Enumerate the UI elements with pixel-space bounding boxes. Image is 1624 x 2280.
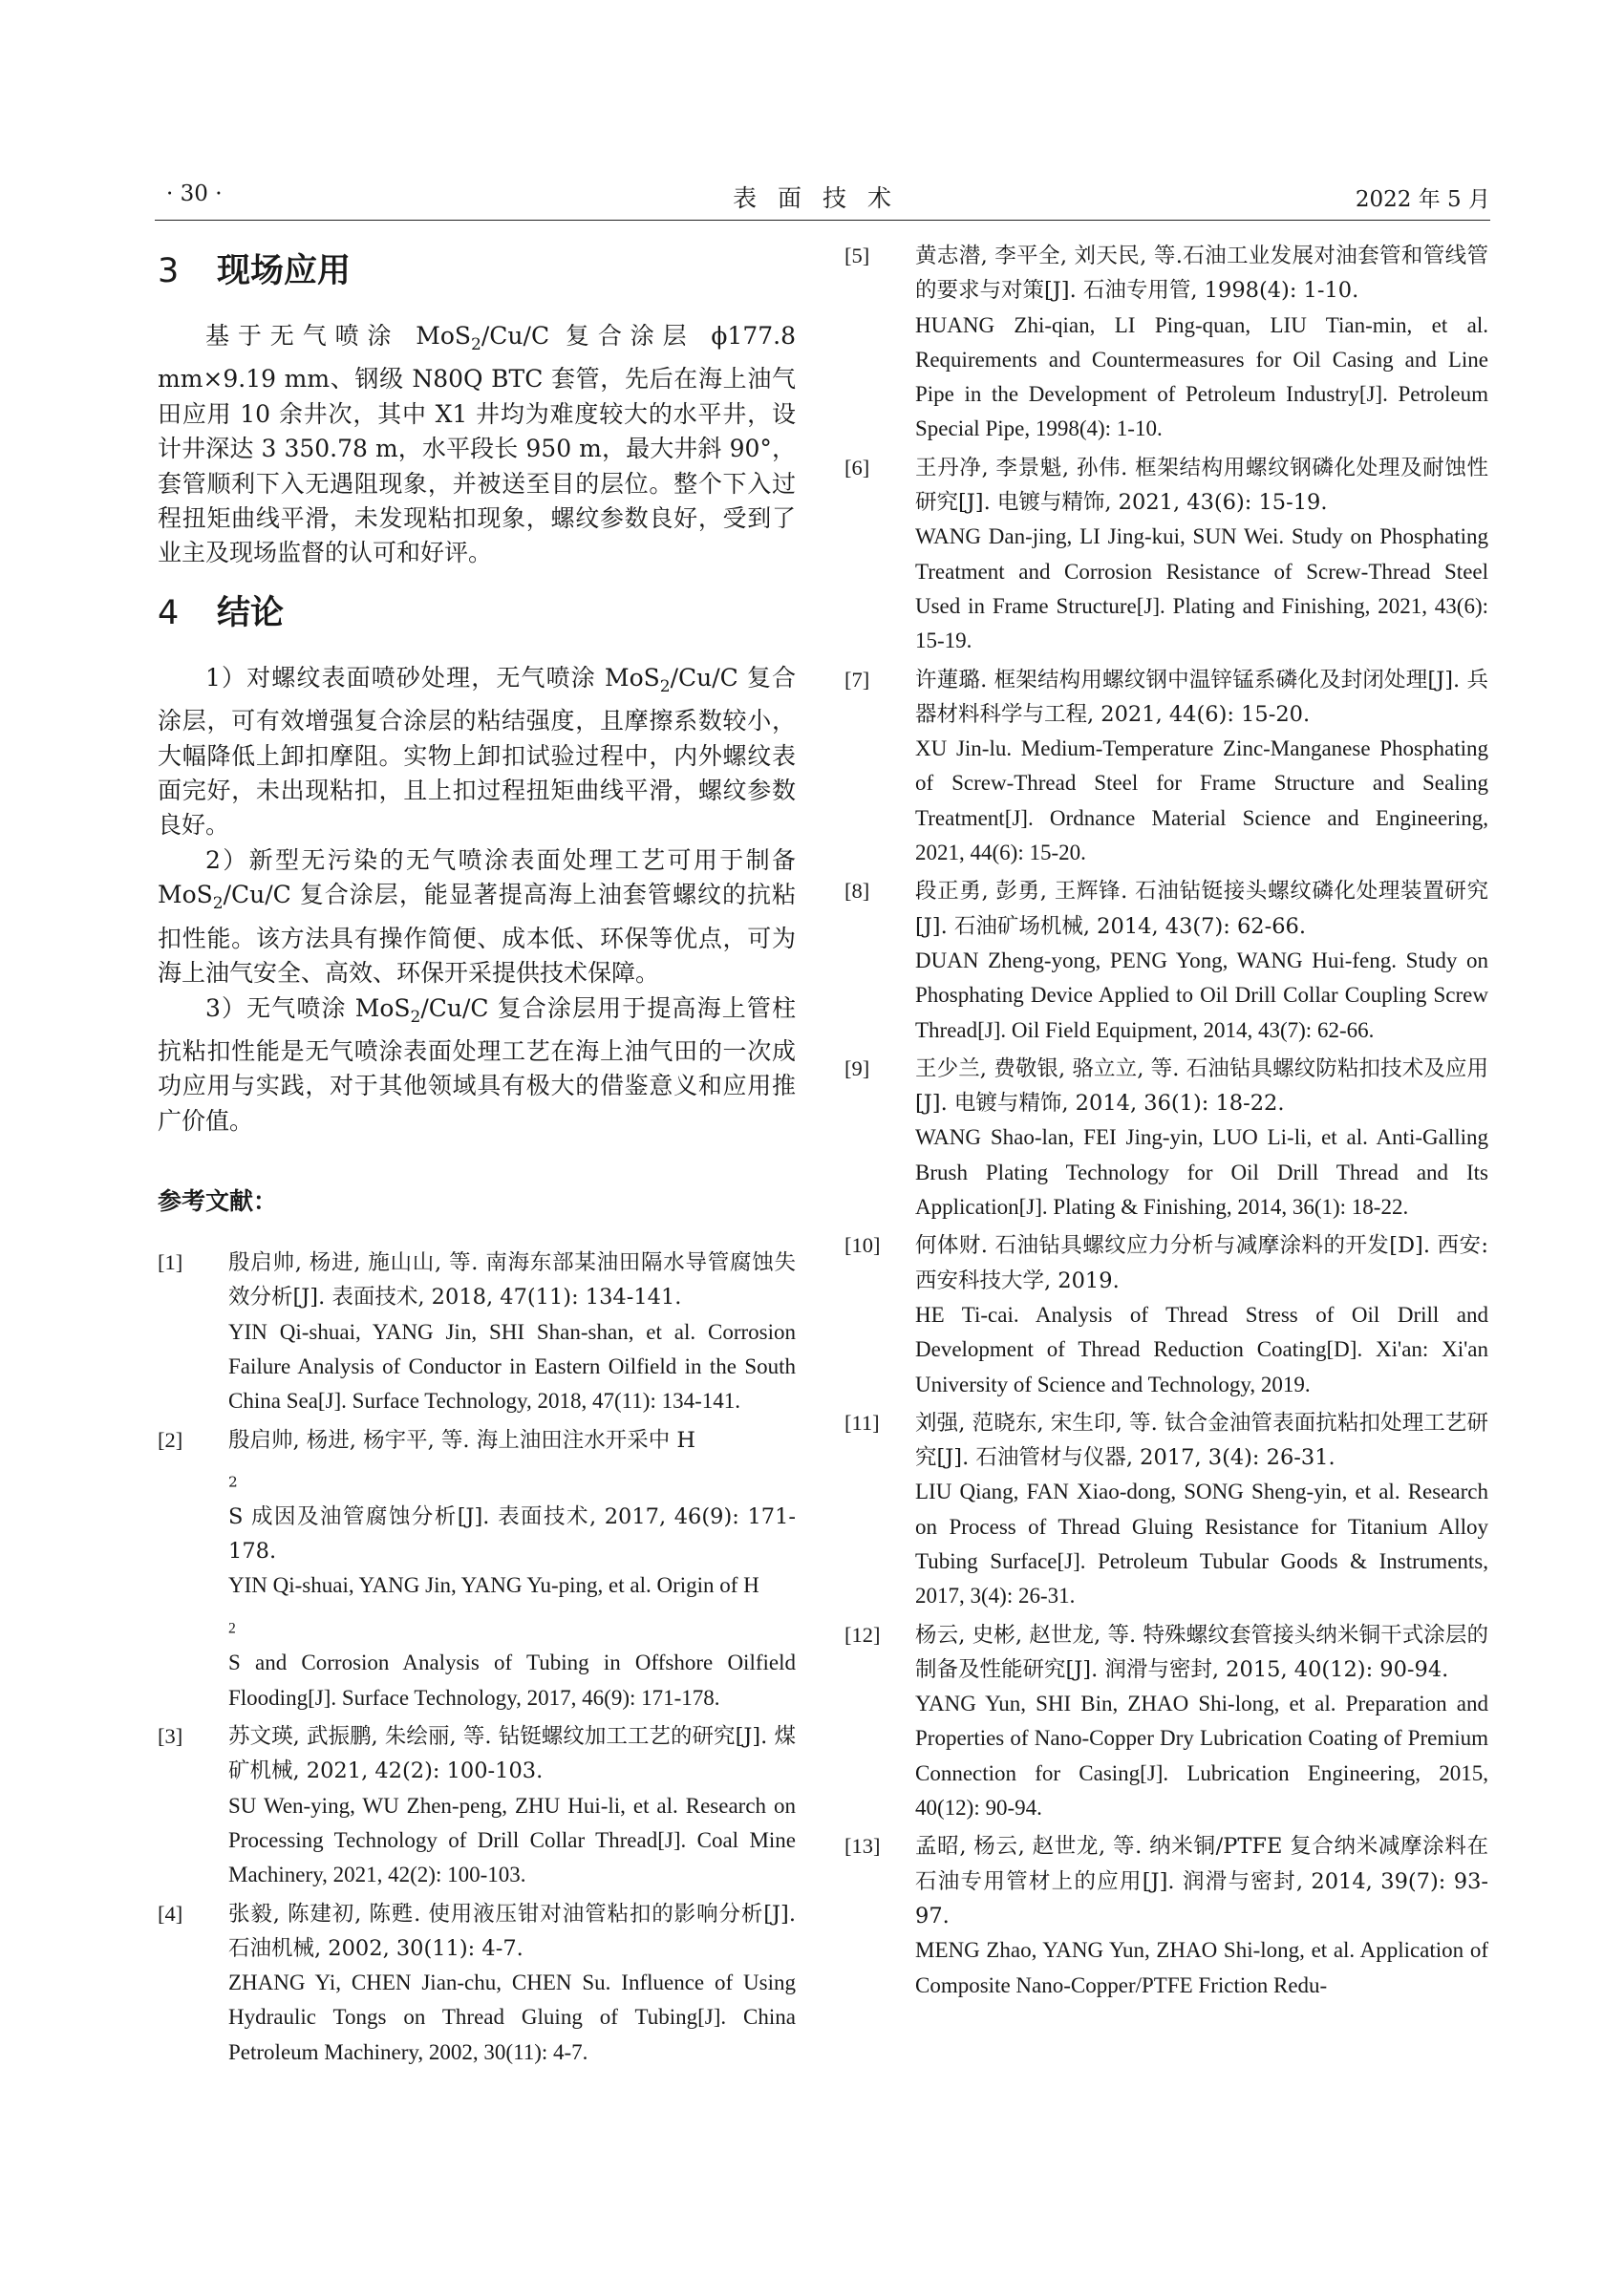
reference-2: [2] 殷启帅, 杨进, 杨宇平, 等. 海上油田注水开采中 H $_2$ S 成因及油管腐蚀分析[J]. 表面技术, 2017, 46(9): 171-178. YIN Qi-shuai, YANG Jin, YANG Yu-ping, et al. Origin of H $_2$ S and Corrosion Analysis of Tubing in Offshore Oilfield Flooding[J]. Surface Technology, 2017, 46(9): 171-178. (158, 1427, 796, 1710)
conclusion-3: 3）无气喷涂 MoS$_2$/Cu/C 复合涂层用于提高海上管柱抗粘扣性能是无气喷涂表面处理工艺在海上油气田的一次成功应用与实践，对于其他领域具有极大的借鉴意义和应用推广价值。 (158, 993, 796, 1135)
section-3-paragraph: 基于无气喷涂 MoS$_2$/Cu/C 复合涂层 ϕ177.8 mm×9.19 mm、钢级 N80Q BTC 套管，先后在海上油气田应用 10 余井次，其中 X1 井均为难度较大的水平井，设计井深达 3 350.78 m，水平段长 950 m，最大井斜 90°，套管顺利下入无遇阻现象，并被送至目的层位。整个下入过程扭矩曲线平滑，未发现粘扣现象，螺纹参数良好，受到了业主及现场监督的认可和好评。 (158, 322, 796, 567)
conclusion-1: 1）对螺纹表面喷砂处理，无气喷涂 MoS$_2$/Cu/C 复合涂层，可有效增强复合涂层的粘结强度，且摩擦系数较小，大幅降低上卸扣摩阻。实物上卸扣试验过程中，内外螺纹表面完好，未出现粘扣，且上扣过程扭矩曲线平滑，螺纹参数良好。 (158, 663, 796, 840)
right-column (844, 239, 1488, 2007)
section-3-heading (158, 250, 796, 292)
reference-11: [11] 刘强, 范晓东, 宋生印, 等. 钛合金油管表面抗粘扣处理工艺研究[J]. 石油管材与仪器, 2017, 3(4): 26-31. LIU Qiang, FAN Xiao-dong, SONG Sheng-yin, et al. Research on Process of Thread Gluing Resistance for Titanium Alloy Tubing Surface[J]. Petroleum Tubular Goods & Instruments, 2017, 3(4): 26-31. (844, 1410, 1488, 1609)
reference-10: [10] 何体财. 石油钻具螺纹应力分析与减摩涂料的开发[D]. 西安: 西安科技大学, 2019. HE Ti-cai. Analysis of Thread Stress of Oil Drill and Development of Thread Reduction Coating[D]. Xi'an: Xi'an University of Science and Technology, 2019. (844, 1233, 1488, 1396)
section-3-number: 3 (158, 252, 180, 290)
reference-12: [12] 杨云, 史彬, 赵世龙, 等. 特殊螺纹套管接头纳米铜干式涂层的制备及性能研究[J]. 润滑与密封, 2015, 40(12): 90-94. YANG Yun, SHI Bin, ZHAO Shi-long, et al. Preparation and Properties of Nano-Copper Dry Lubrication Coating of Premium Connection for Casing[J]. Lubrication Engineering, 2015, 40(12): 90-94. (844, 1622, 1488, 1821)
reference-6: [6] 王丹净, 李景魁, 孙伟. 框架结构用螺纹钢磷化处理及耐蚀性研究[J]. 电镀与精饰, 2021, 43(6): 15-19. WANG Dan-jing, LI Jing-kui, SUN Wei. Study on Phosphating Treatment and Corrosion Resistance of Screw-Thread Steel Used in Frame Structure[J]. Plating and Finishing, 2021, 43(6): 15-19. (844, 455, 1488, 653)
section-3-title: 现场应用 (217, 251, 352, 290)
reference-3: [3] 苏文瑛, 武振鹏, 朱绘丽, 等. 钻铤螺纹加工工艺的研究[J]. 煤矿机械, 2021, 42(2): 100-103. SU Wen-ying, WU Zhen-peng, ZHU Hui-li, et al. Research on Processing Technology of Drill Collar Thread[J]. Coal Mine Machinery, 2021, 42(2): 100-103. (158, 1724, 796, 1887)
reference-13: [13] 孟昭, 杨云, 赵世龙, 等. 纳米铜/PTFE 复合纳米减摩涂料在石油专用管材上的应用[J]. 润滑与密封, 2014, 39(7): 93-97. MENG Zhao, YANG Yun, ZHAO Shi-long, et al. Application of Composite Nano-Copper/PTFE Friction Redu- (844, 1834, 1488, 1997)
conclusion-2: 2）新型无污染的无气喷涂表面处理工艺可用于制备 MoS$_2$/Cu/C 复合涂层，能显著提高海上油套管螺纹的抗粘扣性能。该方法具有操作简便、成本低、环保等优点，可为海上油气安全、高效、环保开采提供技术保障。 (158, 845, 796, 988)
left-column (158, 239, 796, 2074)
reference-4: [4] 张毅, 陈建初, 陈甦. 使用液压钳对油管粘扣的影响分析[J]. 石油机械, 2002, 30(11): 4-7. ZHANG Yi, CHEN Jian-chu, CHEN Su. Influence of Using Hydraulic Tongs on Thread Gluing of Tubing[J]. China Petroleum Machinery, 2002, 30(11): 4-7. (158, 1901, 796, 2064)
journal-title: 表面技术 (732, 184, 912, 212)
reference-5: [5] 黄志潜, 李平全, 刘天民, 等.石油工业发展对油套管和管线管的要求与对策[J]. 石油专用管, 1998(4): 1-10. HUANG Zhi-qian, LI Ping-quan, LIU Tian-min, et al. Requirements and Countermeasures for Oil Casing and Line Pipe in the Development of Petroleum Industry[J]. Petroleum Special Pipe, 1998(4): 1-10. (844, 244, 1488, 441)
issue-date: 2022 年 5 月 (1355, 187, 1490, 212)
section-4-number: 4 (158, 593, 180, 632)
running-header (155, 178, 1490, 221)
section-4-heading (158, 592, 796, 634)
reference-1: [1] 殷启帅, 杨进, 施山山, 等. 南海东部某油田隔水导管腐蚀失效分析[J]. 表面技术, 2018, 47(11): 134-141. YIN Qi-shuai, YANG Jin, SHI Shan-shan, et al. Corrosion Failure Analysis of Conductor in Eastern Oilfield in the South China Sea[J]. Surface Technology, 2018, 47(11): 134-141. (158, 1250, 796, 1414)
reference-7: [7] 许蓮璐. 框架结构用螺纹钢中温锌锰系磷化及封闭处理[J]. 兵器材料科学与工程, 2021, 44(6): 15-20. XU Jin-lu. Medium-Temperature Zinc-Manganese Phosphating of Screw-Thread Steel for Frame Structure and Sealing Treatment[J]. Ordnance Material Science and Engineering, 2021, 44(6): 15-20. (844, 667, 1488, 865)
page-number: · 30 · (166, 181, 223, 206)
reference-9: [9] 王少兰, 费敬银, 骆立立, 等. 石油钻具螺纹防粘扣技术及应用[J]. 电镀与精饰, 2014, 36(1): 18-22. WANG Shao-lan, FEI Jing-yin, LUO Li-li, et al. Anti-Galling Brush Plating Technology for Oil Drill Thread and Its Application[J]. Plating & Finishing, 2014, 36(1): 18-22. (844, 1055, 1488, 1220)
references-heading: 参考文献： (158, 1187, 278, 1216)
section-4-title: 结论 (217, 592, 285, 632)
reference-8: [8] 段正勇, 彭勇, 王辉锋. 石油钻铤接头螺纹磷化处理装置研究[J]. 石油矿场机械, 2014, 43(7): 62-66. DUAN Zheng-yong, PENG Yong, WANG Hui-feng. Study on Phosphating Device Applied to Oil Drill Collar Coupling Screw Thread[J]. Oil Field Equipment, 2014, 43(7): 62-66. (844, 879, 1488, 1042)
